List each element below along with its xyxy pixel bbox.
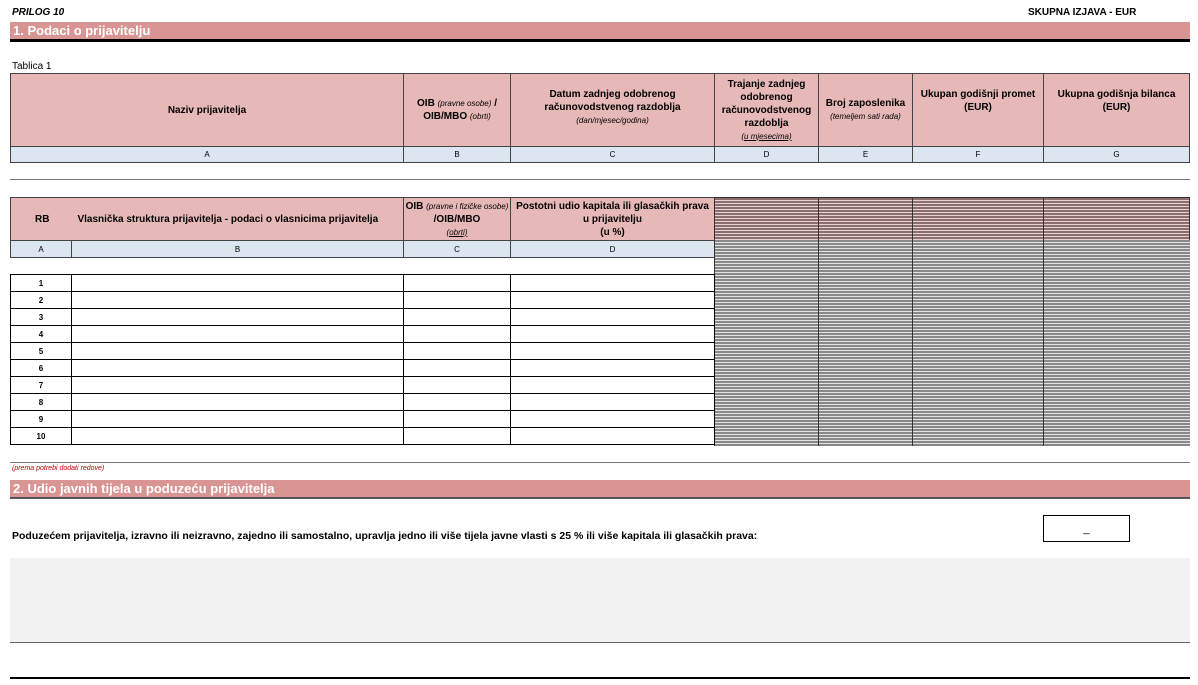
section-2-header: 2. Udio javnih tijela u poduzeću prijavitelja: [10, 480, 1190, 499]
row-number: 9: [10, 410, 72, 428]
owner-name-cell[interactable]: [71, 410, 404, 428]
owner-oib-cell[interactable]: [403, 376, 511, 394]
row-number: 6: [10, 359, 72, 377]
owner-name-cell[interactable]: [71, 427, 404, 445]
owner-name-cell[interactable]: [71, 393, 404, 411]
notes-area[interactable]: [10, 558, 1190, 643]
owner-oib-cell[interactable]: [403, 393, 511, 411]
owner-oib-cell[interactable]: [403, 291, 511, 309]
owner-oib-cell[interactable]: [403, 427, 511, 445]
col-header-zaposlenici: Broj zaposlenika (temeljem sati rada): [818, 73, 913, 147]
owner-name-cell[interactable]: [71, 376, 404, 394]
owner-name-cell[interactable]: [71, 308, 404, 326]
owner-share-cell[interactable]: [510, 291, 715, 309]
annex-label: PRILOG 10: [12, 7, 65, 18]
col-letter-a: A: [10, 146, 404, 163]
hatched-cell: [818, 197, 913, 241]
owner-name-cell[interactable]: [71, 274, 404, 292]
hatched-area: [714, 240, 1190, 446]
col-header-promet: Ukupan godišnji promet (EUR): [912, 73, 1044, 147]
owner-oib-cell[interactable]: [403, 325, 511, 343]
owner-share-cell[interactable]: [510, 393, 715, 411]
col-header-udio: Postotni udio kapitala ili glasačkih prava u prijavitelju (u %): [510, 197, 715, 241]
col-letter-e: E: [818, 146, 913, 163]
bottom-rule: [10, 677, 1190, 679]
owner-oib-cell[interactable]: [403, 274, 511, 292]
form-title: SKUPNA IZJAVA - EUR: [1028, 7, 1137, 18]
col-letter-g: G: [1043, 146, 1190, 163]
owner-share-cell[interactable]: [510, 359, 715, 377]
footnote: (prema potrebi dodati redove): [12, 465, 105, 472]
divider: [10, 462, 1190, 463]
owner-share-cell[interactable]: [510, 376, 715, 394]
hatched-cell: [1043, 197, 1190, 241]
col-header-bilanca: Ukupna godišnja bilanca (EUR): [1043, 73, 1190, 147]
row-number: 7: [10, 376, 72, 394]
owner-name-cell[interactable]: [71, 342, 404, 360]
row-number: 2: [10, 291, 72, 309]
row-number: 8: [10, 393, 72, 411]
col-letter-b: B: [403, 146, 511, 163]
hatched-cell: [714, 197, 819, 241]
owner-name-cell[interactable]: [71, 359, 404, 377]
row-number: 1: [10, 274, 72, 292]
col-letter-d: D: [714, 146, 819, 163]
owner-oib-cell[interactable]: [403, 342, 511, 360]
owner-share-cell[interactable]: [510, 410, 715, 428]
col-header-oib: OIB (pravne osobe) / OIB/MBO (obrti): [403, 73, 511, 147]
owner-oib-cell[interactable]: [403, 308, 511, 326]
owner-share-cell[interactable]: [510, 325, 715, 343]
owner-share-cell[interactable]: [510, 308, 715, 326]
owner-name-cell[interactable]: [71, 291, 404, 309]
col-letter-b: B: [71, 240, 404, 258]
owner-share-cell[interactable]: [510, 427, 715, 445]
col-header-naziv: Naziv prijavitelja: [10, 73, 404, 147]
col-letter-d: D: [510, 240, 715, 258]
col-letter-c: C: [403, 240, 511, 258]
col-header-datum: Datum zadnjeg odobrenog računovodstvenog razdoblja (dan/mjesec/godina): [510, 73, 715, 147]
public-bodies-question: Poduzećem prijavitelja, izravno ili neizravno, zajedno ili samostalno, upravlja jedno ili više tijela javne vlasti s 25 % ili više kapitala ili glasačkih prava:: [12, 530, 758, 542]
owner-share-cell[interactable]: [510, 342, 715, 360]
section-1-header: 1. Podaci o prijavitelju: [10, 22, 1190, 42]
row-number: 3: [10, 308, 72, 326]
divider: [10, 179, 1190, 180]
public-bodies-answer-field[interactable]: _: [1043, 515, 1130, 542]
table-label: Tablica 1: [12, 61, 52, 72]
owner-name-cell[interactable]: [71, 325, 404, 343]
col-header-oib-2: OIB (pravne i fizičke osobe) /OIB/MBO (obrti): [403, 197, 511, 241]
col-letter-f: F: [912, 146, 1044, 163]
owner-oib-cell[interactable]: [403, 359, 511, 377]
row-number: 5: [10, 342, 72, 360]
col-header-trajanje: Trajanje zadnjeg odobrenog računovodstvenog razdoblja (u mjesecima): [714, 73, 819, 147]
owner-oib-cell[interactable]: [403, 410, 511, 428]
hatched-cell: [912, 197, 1044, 241]
col-letter-c: C: [510, 146, 715, 163]
col-header-rb-vlasnici: RB Vlasnička struktura prijavitelja - podaci o vlasnicima prijavitelja: [10, 197, 404, 241]
col-letter-a: A: [10, 240, 72, 258]
row-number: 10: [10, 427, 72, 445]
owner-share-cell[interactable]: [510, 274, 715, 292]
row-number: 4: [10, 325, 72, 343]
